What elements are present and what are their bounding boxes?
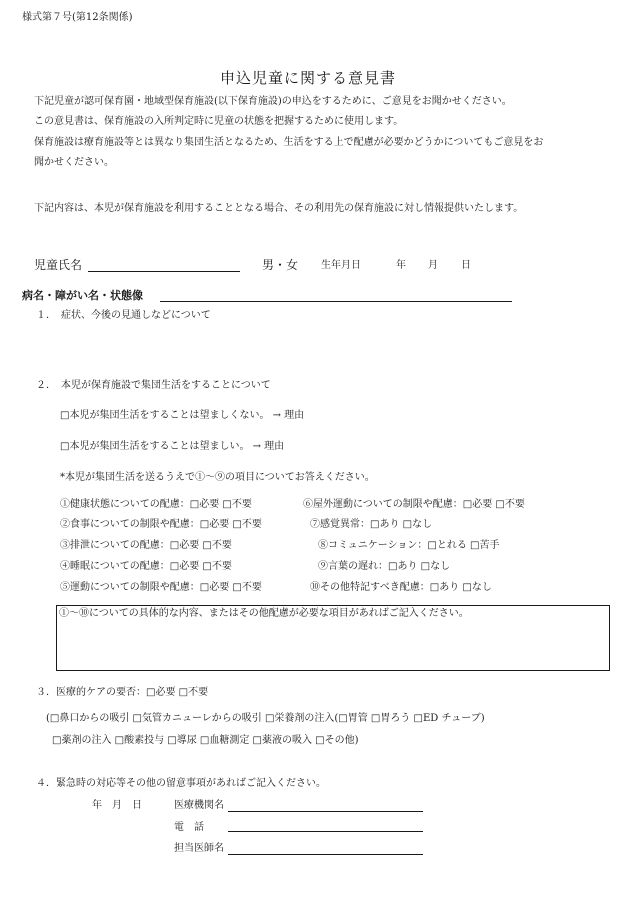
section1-title: １． 症状、今後の見通しなどについて — [36, 310, 211, 321]
section3-title[interactable]: ３．医療的ケアの要否：□必要 □不要 — [36, 687, 209, 698]
item-meals[interactable]: ②食事についての制限や配慮：□必要 □不要 — [60, 519, 262, 530]
item-speech-delay[interactable]: ⑨言葉の遅れ：□あり □なし — [318, 561, 451, 572]
notice-text: 下記内容は、本児が保育施設を利用することとなる場合、その利用先の保育施設に対し情報提供いたします。 — [34, 203, 524, 214]
section4-title: ４．緊急時の対応等その他の留意事項があればご記入ください。 — [36, 778, 326, 789]
section2-instruction: *本児が集団生活を送るうえで①～⑨の項目についてお答えください。 — [60, 472, 375, 483]
item-outdoor[interactable]: ⑥屋外運動についての制限や配慮：□必要 □不要 — [303, 499, 525, 510]
page-title: 申込児童に関する意見書 — [220, 69, 397, 87]
details-box[interactable] — [56, 605, 610, 671]
phone-label: 電 話 — [174, 822, 204, 833]
sex-options[interactable]: 男・女 — [262, 258, 299, 272]
birth-date-label: 生年月日 — [321, 260, 361, 271]
section2-title: ２． 本児が保育施設で集団生活をすることについて — [36, 380, 271, 391]
institution-field[interactable] — [228, 799, 423, 812]
phone-field[interactable] — [228, 819, 423, 832]
intro-line: 保育施設は療育施設等とは異なり集団生活となるため、生活をする上で配慮が必要かどうかについてもご意見をお — [34, 137, 544, 148]
intro-line: 下記児童が認可保育園・地域型保育施設(以下保育施設)の申込をするために、ご意見をお聞かせください。 — [34, 96, 512, 107]
doctor-field[interactable] — [228, 842, 423, 855]
institution-label: 医療機関名 — [174, 800, 224, 811]
item-toileting[interactable]: ③排泄についての配慮：□必要 □不要 — [60, 540, 232, 551]
signature-date: 年 月 日 — [92, 800, 142, 811]
option-desirable[interactable]: □本児が集団生活をすることは望ましい。 → 理由 — [60, 441, 285, 452]
item-sensory[interactable]: ⑦感覚異常：□あり □なし — [310, 519, 433, 530]
birth-year-label: 年 — [396, 260, 406, 271]
intro-line: この意見書は、保育施設の入所判定時に児童の状態を把握するために使用します。 — [34, 116, 404, 127]
illness-label: 病名・障がい名・状態像 — [22, 289, 143, 302]
item-sleep[interactable]: ④睡眠についての配慮：□必要 □不要 — [60, 561, 232, 572]
item-health[interactable]: ①健康状態についての配慮：□必要 □不要 — [60, 499, 252, 510]
child-name-label: 児童氏名 — [34, 258, 83, 272]
item-other[interactable]: ⑩その他特記すべき配慮：□あり □なし — [310, 582, 492, 593]
option-not-desirable[interactable]: □本児が集団生活をすることは望ましくない。 → 理由 — [60, 410, 305, 421]
medical-care-line2[interactable]: □薬剤の注入 □酸素投与 □導尿 □血糖測定 □薬液の吸入 □その他) — [52, 735, 359, 746]
intro-line: 聞かせください。 — [34, 157, 114, 168]
form-number: 様式第７号(第12条関係) — [22, 12, 133, 23]
item-communication[interactable]: ⑧コミュニケーション：□とれる □苦手 — [318, 540, 500, 551]
birth-day-label: 日 — [461, 260, 471, 271]
details-box-label: ①～⑩についての具体的な内容、またはその他配慮が必要な項目があればご記入ください。 — [59, 608, 469, 619]
child-name-field[interactable] — [88, 259, 240, 272]
illness-field[interactable] — [160, 289, 512, 302]
doctor-label: 担当医師名 — [174, 843, 224, 854]
medical-care-line1[interactable]: (□鼻口からの吸引 □気管カニューレからの吸引 □栄養剤の注入(□胃管 □胃ろう □ED チューブ) — [46, 713, 485, 724]
item-exercise[interactable]: ⑤運動についての制限や配慮：□必要 □不要 — [60, 582, 262, 593]
birth-month-label: 月 — [428, 260, 438, 271]
